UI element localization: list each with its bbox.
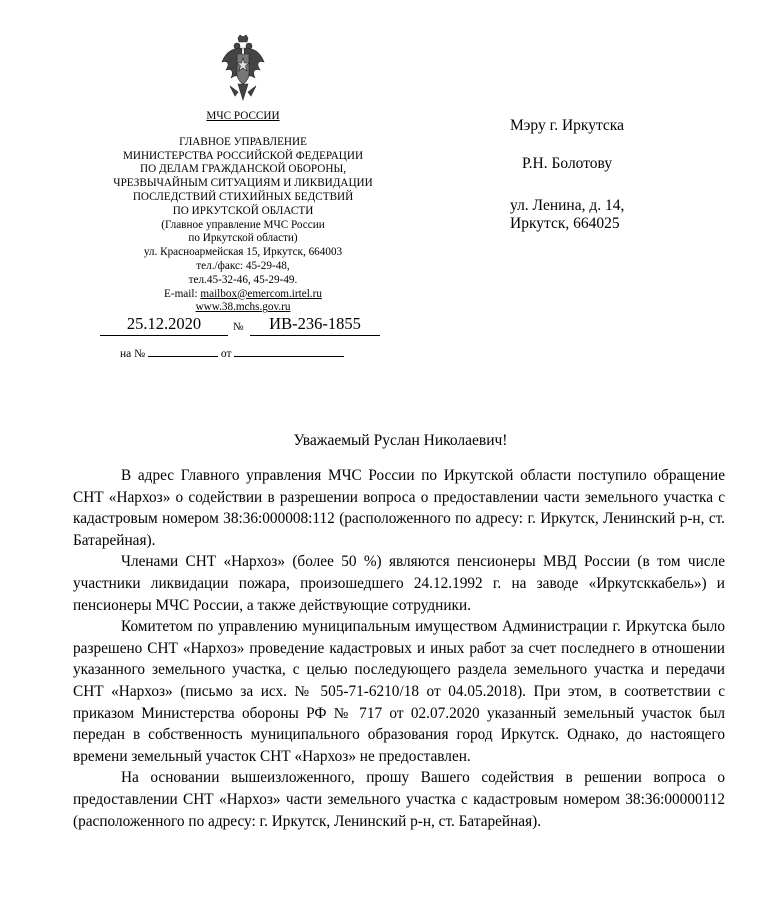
body-paragraph: На основании вышеизложенного, прошу Вашего содействия в решении вопроса о предоставлении СНТ «Нархоз» части земельного участка с кадастровым номером 38:36:00000112 (расположенного по адресу: г. Иркутск, Ленинский р-н, ст. Батарейная). [73,769,725,830]
registration-date: 25.12.2020 [100,313,228,336]
addressee-title: Мэру г. Иркутска [510,117,624,134]
email-link[interactable]: mailbox@emercom.irtel.ru [200,287,322,300]
reference-from-label: от [220,348,232,360]
sender-line: по Иркутской области) [188,232,298,245]
body-paragraph: Комитетом по управлению муниципальным имуществом Администрации г. Иркутска было разрешено СНТ «Нархоз» проведение кадастровых и иных работ за счет последнего в отношении указанного земельного участка, с целью последующего раздела земельного участка и передачи СНТ «Нархоз» (письмо за исх. № 505-71-6210/18 от 04.05.2018). При этом, в соответствии с приказом Министерства обороны РФ № 717 от 02.07.2020 указанный земельный участок был передан в собственность муниципального образования город Иркутск. Однако, до настоящего времени земельный участок СНТ «Нархоз» не предоставлен. [73,618,725,765]
letter-body [73,465,725,832]
reference-row [120,346,344,360]
registration-number: ИВ-236-1855 [250,313,380,336]
sender-line: ПО ИРКУТСКОЙ ОБЛАСТИ [172,204,314,217]
sender-line: ЧРЕЗВЫЧАЙНЫМ СИТУАЦИЯМ И ЛИКВИДАЦИИ [113,177,373,190]
addressee-name: Р.Н. Болотову [522,155,613,172]
sender-email-row [100,288,386,302]
reference-date-blank [234,346,344,357]
sender-line: ПО ДЕЛАМ ГРАЖДАНСКОЙ ОБОРОНЫ, [139,163,346,176]
sender-phone-fax: тел./факс: 45-29-48, [196,259,290,272]
salutation-text: Уважаемый Руслан Николаевич! [293,432,508,449]
emchs-eagle-emblem-icon [218,34,268,104]
sender-line: (Главное управление МЧС России [161,218,325,231]
sender-line: ГЛАВНОЕ УПРАВЛЕНИЕ [179,135,307,148]
sender-line: ПОСЛЕДСТВИЙ СТИХИЙНЫХ БЕДСТВИЙ [132,190,354,203]
sender-phone: тел.45-32-46, 45-29-49. [188,273,298,286]
body-paragraph: В адрес Главного управления МЧС России по Иркутской области поступило обращение СНТ «Нархоз» о содействии в разрешении вопроса о предоставлении части земельного участка с кадастровым номером 38:36:000008:112 (расположенного по адресу: г. Иркутск, Ленинский р-н, ст. Батарейная). [73,467,725,549]
email-label: E-mail: [164,287,201,300]
reference-on-label: на № [120,348,146,360]
body-paragraph: Членами СНТ «Нархоз» (более 50 %) являются пенсионеры МВД России (в том числе участники ликвидации пожара, произошедшего 24.12.1992 г. на заводе «Иркутсккабель») и пенсионеры МЧС России, а также действующие сотрудники. [73,553,725,614]
addressee-city: Иркутск, 664025 [510,215,620,232]
registration-row [100,313,386,343]
sender-line: МИНИСТЕРСТВА РОССИЙСКОЙ ФЕДЕРАЦИИ [122,149,364,162]
sender-org-short: МЧС РОССИИ [206,110,280,122]
website-link[interactable]: www.38.mchs.gov.ru [195,301,291,314]
registration-number-label: № [233,321,244,333]
salutation [0,432,779,450]
addressee-street: ул. Ленина, д. 14, [510,197,625,214]
sender-block [100,110,386,315]
reference-number-blank [148,346,218,357]
sender-address: ул. Красноармейская 15, Иркутск, 664003 [143,246,343,259]
